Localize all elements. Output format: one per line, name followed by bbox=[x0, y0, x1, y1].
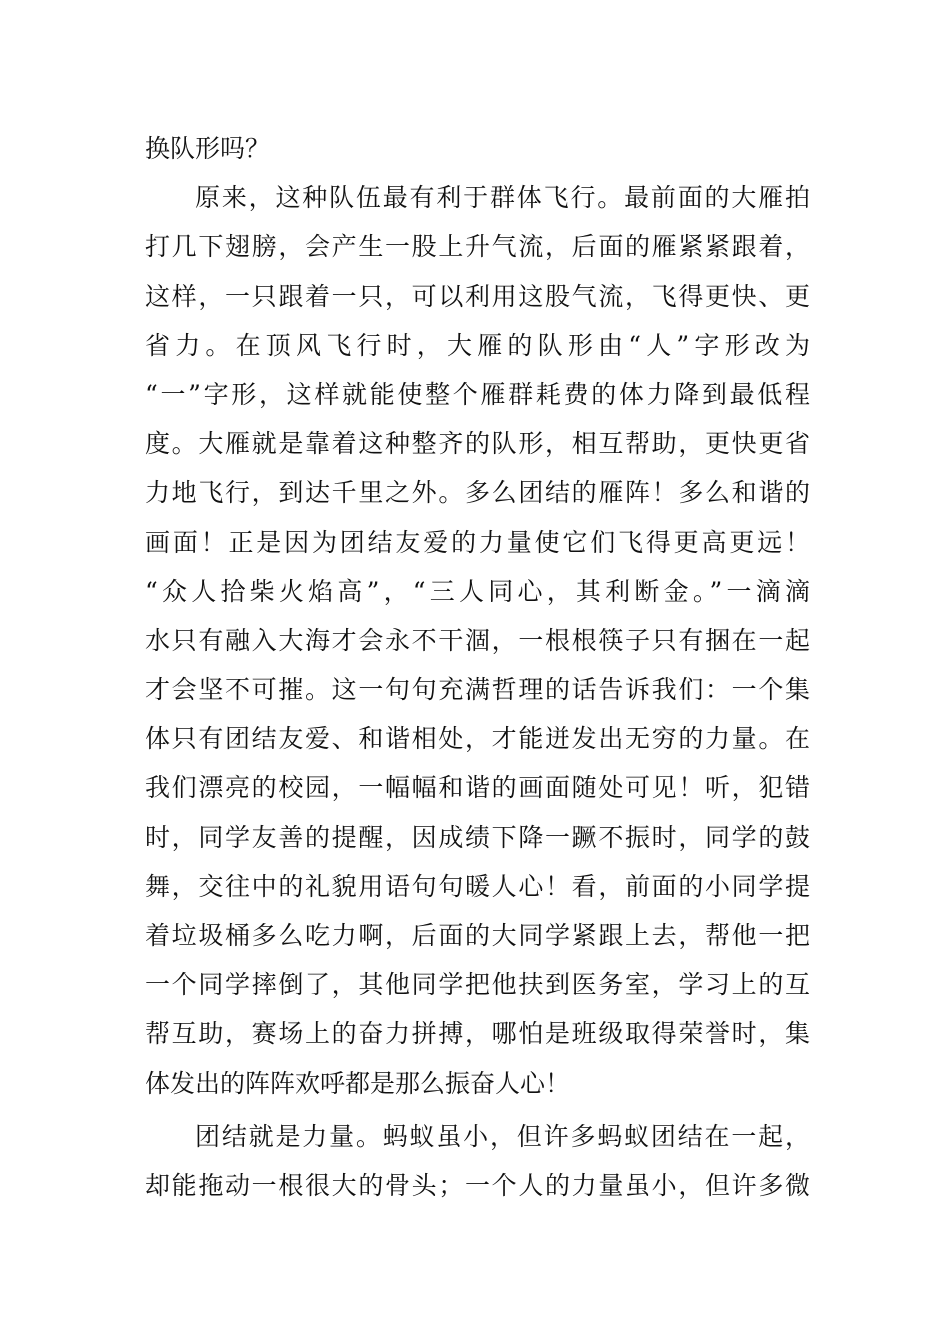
text-line: 度。大雁就是靠着这种整齐的队形，相互帮助，更快更省 bbox=[145, 429, 810, 459]
text-line: 换队形吗？ bbox=[145, 134, 271, 163]
text-line: 却能拖动一根很大的骨头；一个人的力量虽小，但许多微 bbox=[145, 1170, 810, 1200]
paragraph-start-line: 原来，这种队伍最有利于群体飞行。最前面的大雁拍 bbox=[195, 183, 810, 213]
document-body bbox=[145, 124, 810, 1210]
text-line: 时，同学友善的提醒，因成绩下降一蹶不振时，同学的鼓 bbox=[145, 822, 810, 852]
text-line: 水只有融入大海才会永不干涸，一根根筷子只有捆在一起 bbox=[145, 625, 810, 655]
text-line: 帮互助，赛场上的奋力拼搏，哪怕是班级取得荣誉时，集 bbox=[145, 1019, 810, 1049]
text-line: 画面！正是因为团结友爱的力量使它们飞得更高更远！ bbox=[145, 527, 810, 557]
text-line: “一”字形，这样就能使整个雁群耗费的体力降到最低程 bbox=[145, 379, 810, 409]
paragraph-start-line: 团结就是力量。蚂蚁虽小，但许多蚂蚁团结在一起， bbox=[195, 1121, 810, 1151]
text-line: 体发出的阵阵欢呼都是那么振奋人心！ bbox=[145, 1068, 571, 1098]
text-line: 着垃圾桶多么吃力啊，后面的大同学紧跟上去，帮他一把 bbox=[145, 921, 810, 950]
text-line: 省力。在顶风飞行时，大雁的队形由“人”字形改为 bbox=[145, 330, 810, 360]
text-line: 我们漂亮的校园，一幅幅和谐的画面随处可见！听，犯错 bbox=[145, 773, 810, 803]
text-line: 打几下翅膀，会产生一股上升气流，后面的雁紧紧跟着， bbox=[145, 232, 810, 262]
text-line: 力地飞行，到达千里之外。多么团结的雁阵！多么和谐的 bbox=[145, 478, 810, 508]
text-line: 这样，一只跟着一只，可以利用这股气流，飞得更快、更 bbox=[145, 281, 810, 311]
text-line: 舞，交往中的礼貌用语句句暖人心！看，前面的小同学提 bbox=[145, 871, 810, 901]
text-line: 体只有团结友爱、和谐相处，才能迸发出无穷的力量。在 bbox=[145, 724, 810, 754]
text-line: 才会坚不可摧。这一句句充满哲理的话告诉我们：一个集 bbox=[145, 675, 810, 705]
text-line: 一个同学摔倒了，其他同学把他扶到医务室，学习上的互 bbox=[145, 970, 810, 1000]
text-line: “众人拾柴火焰高”，“三人同心，其利断金。”一滴滴 bbox=[145, 576, 810, 606]
